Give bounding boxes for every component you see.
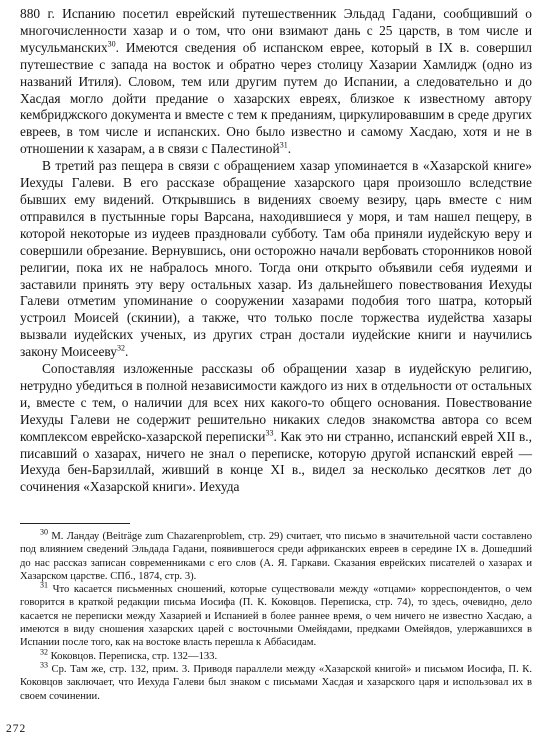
footnote-number: 30 [40, 527, 48, 537]
paragraph-2 [20, 158, 532, 361]
footnotes [20, 527, 532, 703]
footnote-31 [20, 580, 532, 649]
page-number: 272 [6, 723, 27, 735]
footnote-divider [20, 523, 130, 524]
footnote-text: Что касается письменных сношений, которые существовали между «отцами» корреспондентов, о чем говорится в краткой редакции письма Иосифа (П. К. Коковцов. Переписка, стр. 74), то здесь, очевидно, дело касается не переписки между Хазарией и Испанией в более раннее время, о чем ничего не известно Хасдаю, а имеются в виду сношения хазарских царей с восточными Омейядами, предками Омейядов, улержавшихся в Испании после того, как на востоке власть перешла к Аббасидам. [20, 584, 532, 649]
paragraph-1-text-cont: . Имеются сведения об испанском еврее, который в IX в. совершил путешествие с запада на восток и обратно через столицу Хазарии Хамлидж (одно из названий Итиля). Словом, тем или другим путем до Испании, а следовательно и до Хасдая могло дойти предание о хазарских евреях, близкое к известному автору кембриджского документа и вместе с тем к преданиям, циркулировавшим в среде других евреев, в том числе и испанских. Оно было известно и самому Хасдаю, хотя и не в отношении к хазарам, а в связи с Палестиной [20, 39, 532, 157]
paragraph-1-text: 880 г. Испанию посетил еврейский путешественник Эльдад Гадани, сообщивший о многочисленности хазар и о том, что они взимают дань с 25 царств, в том числе и мусульманских [20, 6, 532, 55]
paragraph-2-text: В третий раз пещера в связи с обращением хазар упоминается в «Хазарской книге» Иехуды Галеви. В его рассказе обращение хазарского царя произошло вследствие бывших ему видений. Открывшись в видениях своему везиру, царь вместе с ним отправился в пустынные горы Варсана, находившиеся у моря, и там нашел пещеру, в которой некоторые из иудеев праздновали субботу. Там оба приняли иудейскую веру и совершили обрезание. Вернувшись, они осторожно начали вербовать сторонников новой религии, пока их не набралось много. Тогда они открыто объявили себя иудеями и заставили принять эту веру остальных хазар. Из дальнейшего повествования Иехуды Галеви отметим упоминание о сооружении хазарами подобия того шатра, который устроил Моисей (скинии), а также, что только после торжества иудейства хазары вызвали иудейских ученых, из других стран достали иудейские книги и научились закону Моисееву [20, 158, 532, 360]
footnote-30 [20, 527, 532, 583]
footnote-number: 33 [40, 660, 48, 670]
footnote-ref-33[interactable]: 33 [265, 428, 274, 438]
footnote-text: Ср. Там же, стр. 132, прим. 3. Приводя параллели между «Хазарской книгой» и письмом Иосифа, П. К. Коковцов заключает, что Иехуда Галеви был знаком с письмами Хасдая и хазарского царя и использовал их в своем сочинении. [20, 663, 532, 702]
paragraph-1 [20, 6, 532, 158]
paragraph-3-text-cont: . Как это ни странно, испанский еврей XII в., писавший о хазарах, ничего не знал о переписке, которую другой испанский еврей — Иехуда бен-Барзиллай, живший в конце XI в., видел за несколько десятков лет до сочинения «Хазарской книги». Иехуда [20, 428, 532, 495]
main-text [20, 6, 532, 496]
footnote-32 [20, 647, 532, 663]
page-content [20, 6, 532, 496]
footnote-33 [20, 660, 532, 703]
paragraph-3 [20, 361, 532, 496]
footnote-ref-32[interactable]: 32 [116, 343, 125, 353]
paragraph-1-end: . [287, 141, 292, 157]
footnote-text: Коковцов. Переписка, стр. 132—133. [48, 650, 218, 662]
footnote-ref-30[interactable]: 30 [107, 39, 116, 49]
footnote-text: М. Ландау (Beiträge zum Chazarenproblem, стр. 29) считает, что письмо в значительной части составлено под влиянием сведений Эльдада Гадани, появившегося среди африканских евреев в середине IX в. Дошедший до нас рассказ записан современниками с его слов (А. Я. Гаркави. Сказания еврейских писателей о хазарах и Хазарском царстве. СПб., 1874, стр. 3). [20, 531, 532, 582]
footnote-number: 32 [40, 647, 48, 657]
footnote-ref-31[interactable]: 31 [279, 140, 288, 150]
footnote-number: 31 [40, 580, 48, 590]
paragraph-2-end: . [124, 344, 129, 360]
paragraph-3-text: Сопоставляя изложенные рассказы об обращении хазар в иудейскую религию, нетрудно убедиться в полной независимости каждого из них в отдельности от остальных и, вместе с тем, о наличии для всех них какого-то общего основания. Повествование Иехуды Галеви не содержит решительно никаких следов знакомства автора со всем комплексом еврейско-хазарской переписки [20, 361, 532, 444]
